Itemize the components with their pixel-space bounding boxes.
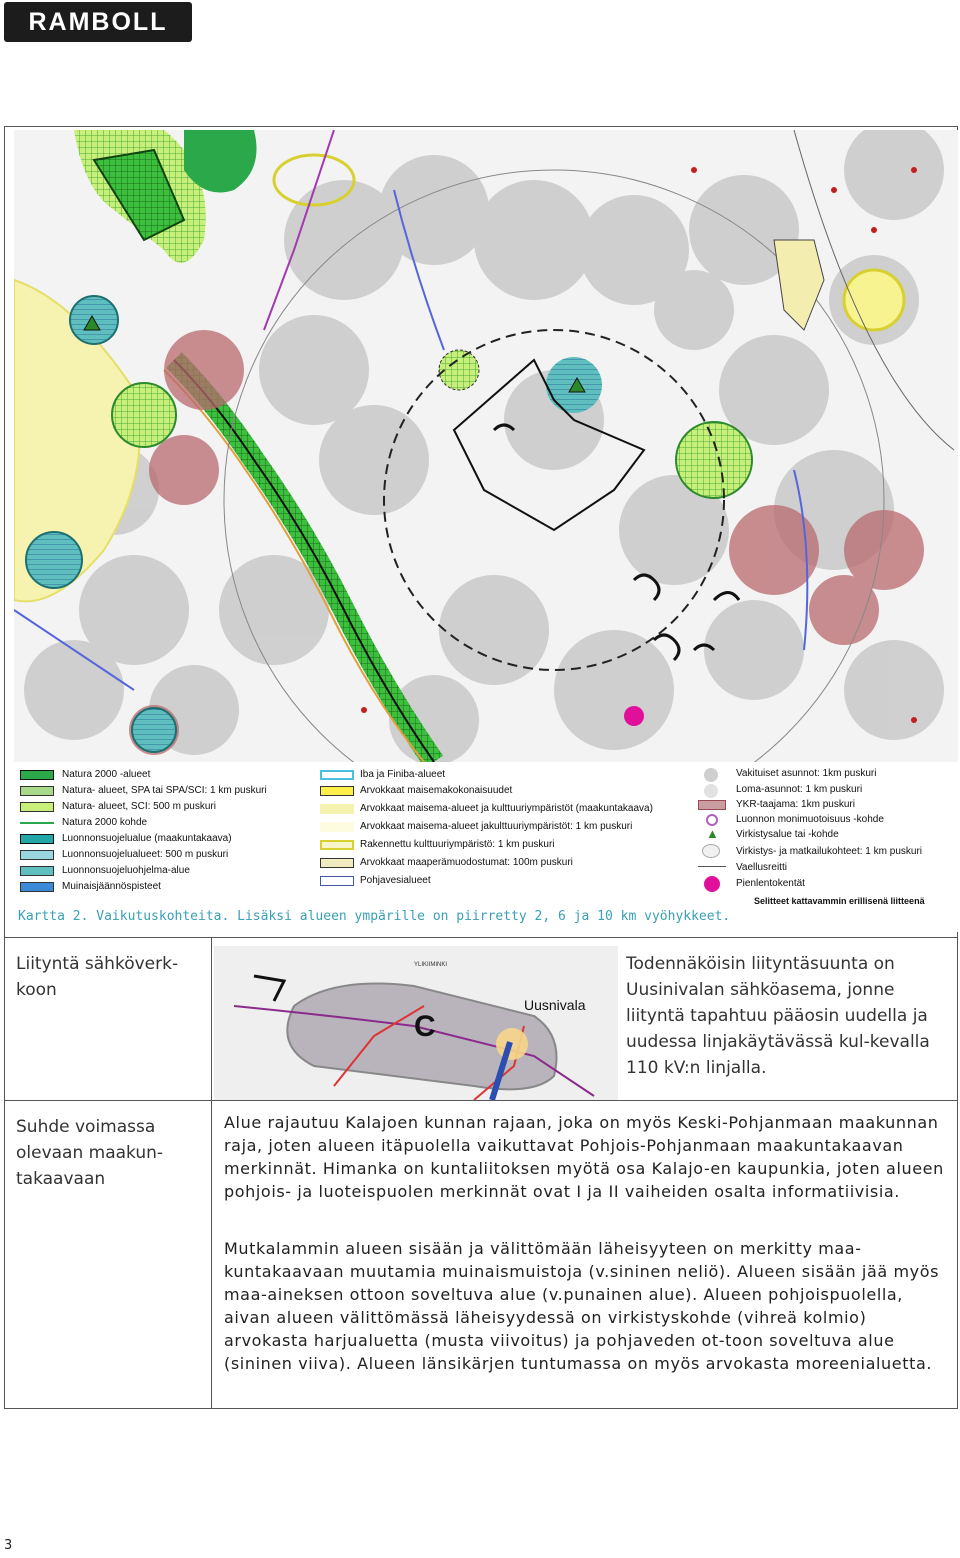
row-label-grid-connection: Liityntä sähköverk- koon — [16, 954, 179, 1000]
legend-label: Vaellusreitti — [736, 862, 787, 873]
legend-label: Iba ja Finiba-alueet — [360, 769, 446, 780]
legend-swatch — [320, 822, 354, 832]
map-caption: Kartta 2. Vaikutuskohteita. Lisäksi alueen ympärille on piirretty 2, 6 ja 10 km vyöhykkeet. — [18, 909, 731, 924]
legend-swatch — [20, 786, 54, 796]
legend-swatch — [20, 822, 54, 824]
legend-label: Luonnonsuojelualue (maakuntakaava) — [62, 833, 232, 844]
legend-swatch — [320, 786, 354, 796]
legend-label: Muinaisjäännöspisteet — [62, 881, 161, 892]
legend-swatch — [320, 876, 354, 886]
row-label-regional-plan: Suhde voimassa olevaan maakun-takaavaan — [16, 1117, 164, 1189]
inset-label-uusnivala: Uusnivala — [524, 997, 586, 1013]
legend-swatch — [704, 768, 718, 782]
page-number: 3 — [4, 1538, 13, 1553]
legend-swatch — [702, 844, 720, 858]
ramboll-logo: RAMBOLL — [4, 2, 192, 42]
legend-label: Arvokkaat maaperämuodostumat: 100m puskuri — [360, 857, 573, 868]
legend-swatch — [706, 814, 718, 826]
legend-swatch — [320, 840, 354, 850]
legend-label: Pienlentokentät — [736, 878, 805, 889]
legend-swatch — [20, 770, 54, 780]
legend-swatch — [320, 804, 354, 814]
legend-label: Rakennettu kulttuuriympäristö: 1 km puskuri — [360, 839, 555, 850]
map-drawing — [14, 130, 958, 762]
legend-label: Loma-asunnot: 1 km puskuri — [736, 784, 863, 795]
legend-note: Selitteet kattavammin erillisenä liitteenä — [754, 896, 925, 906]
legend-label: Virkistysalue tai -kohde — [736, 829, 839, 840]
legend-swatch — [320, 858, 354, 868]
legend-swatch — [20, 850, 54, 860]
legend-label: Luonnonsuojelualueet: 500 m puskuri — [62, 849, 229, 860]
legend-swatch — [20, 834, 54, 844]
connection-inset-map — [214, 946, 618, 1100]
legend-swatch — [698, 866, 726, 867]
legend-swatch — [704, 876, 720, 892]
legend-label: Pohjavesialueet — [360, 875, 431, 886]
legend-swatch — [704, 784, 718, 798]
legend-label: Natura- alueet, SCI: 500 m puskuri — [62, 801, 216, 812]
legend-label: Luonnon monimuotoisuus -kohde — [736, 814, 884, 825]
legend-swatch — [320, 770, 354, 780]
inset-small-label: YLIKIIMINKI — [414, 962, 448, 968]
legend-label: Natura 2000 -alueet — [62, 769, 151, 780]
grid-connection-text: Todennäköisin liityntäsuunta on Uusinivalan sähköasema, jonne liityntä tapahtuu pääosin uudella ja uudessa linjakäytävässä kul-kevalla 110 kV:n linjalla. — [626, 954, 930, 1078]
legend-label: Natura- alueet, SPA tai SPA/SCI: 1 km puskuri — [62, 785, 267, 796]
legend-label: Natura 2000 kohde — [62, 817, 148, 828]
table-divider — [4, 937, 958, 938]
legend-label: Luonnonsuojeluohjelma-alue — [62, 865, 190, 876]
legend-swatch — [20, 866, 54, 876]
legend-swatch — [20, 882, 54, 892]
legend-label: Arvokkaat maisema-alueet ja kulttuuriympäristöt (maakuntakaava) — [360, 803, 653, 814]
legend-label: YKR-taajama: 1km puskuri — [736, 799, 855, 810]
legend-label: Virkistys- ja matkailukohteet: 1 km puskuri — [736, 846, 922, 857]
triangle-icon: ▲ — [706, 826, 719, 841]
legend-label: Arvokkaat maisema-alueet jakulttuuriympäristöt: 1 km puskuri — [360, 821, 633, 832]
impact-map — [14, 130, 958, 762]
table-divider — [4, 1100, 958, 1101]
inset-drawing — [214, 946, 618, 1100]
legend-label: Arvokkaat maisemakokonaisuudet — [360, 785, 513, 796]
legend-label: Vakituiset asunnot: 1km puskuri — [736, 768, 877, 779]
legend-swatch — [698, 800, 726, 810]
regional-plan-paragraph-2: Mutkalammin alueen sisään ja välittömään läheisyyteen on merkitty maa-kuntakaavaan muutamia muinaismuistoja (v.sininen neliö). Alueen sisään jää myös maa-aineksen ottoon soveltuva alue (v.punainen alue). Alueen pohjoispuolella, aivan alueen välittömässä läheisyydessä on virkistyskohde (vihreä kolmio) arvokasta harjualuetta (musta viivoitus) ja pohjaveden ot-toon soveltuva alue (sininen viiva). Alueen länsikärjen tuntumassa on myös arvokasta moreenialuetta. — [224, 1239, 940, 1373]
map-legend — [14, 762, 958, 932]
legend-swatch — [20, 802, 54, 812]
inset-label-c: C — [414, 1010, 436, 1043]
table-column-divider — [211, 937, 212, 1409]
regional-plan-paragraph-1: Alue rajautuu Kalajoen kunnan rajaan, joka on myös Keski-Pohjanmaan maakunnan raja, joten alueen itäpuolella vaikuttavat Pohjois-Pohjanmaan maakuntakaavan merkinnät. Himanka on kuntaliitoksen myötä osa Kalajo-en kaupunkia, joten alueen pohjois- ja luoteispuolen merkinnät ovat I ja II vaiheiden osalta informatiivisia. — [224, 1113, 944, 1201]
